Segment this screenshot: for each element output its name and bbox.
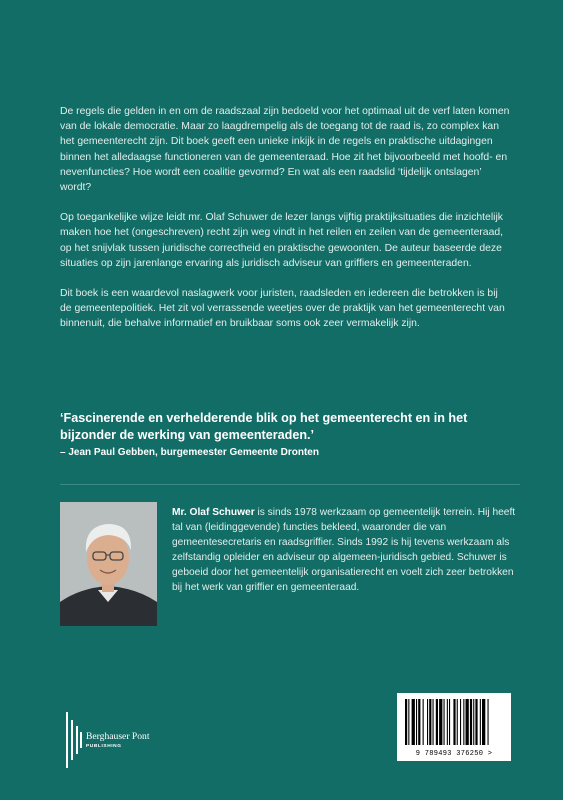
barcode-icon [397, 697, 511, 751]
barcode-digits: 9 789493 376250 > [415, 750, 493, 758]
author-bio-text: is sinds 1978 werkzaam op gemeentelijk terrein. Hij heeft tal van (leidinggevende) functies bekleed, waaronder die van gemeentesecretaris en raadsgriffier. Sinds 1992 is hij tevens werkzaam als zelfstandig opleider en adviseur op algemeen-juridisch gebied. Schuwer is geboeid door het gemeentelijk organisatierecht en voelt zich zeer betrokken bij het werk van griffier en gemeenteraad. [172, 507, 516, 593]
quote-attribution: – Jean Paul Gebben, burgemeester Gemeente Dronten [60, 447, 319, 458]
blurb-paragraph-3: Dit boek is een waardevol naslagwerk voor juristen, raadsleden en iedereen die betrokken is bij de gemeentepolitiek. Het zit vol verrassende weetjes over de praktijk van het gemeenterecht van binnenuit, die behalve informatief en bruikbaar soms ook zeer vermakelijk zijn. [60, 288, 505, 330]
publisher-sub: PUBLISHING [86, 744, 122, 749]
divider [60, 484, 520, 485]
blurb [60, 104, 510, 347]
author-name: Mr. Olaf Schuwer [172, 507, 255, 518]
author-portrait-icon [60, 502, 157, 626]
publisher-logo [64, 710, 194, 770]
isbn-barcode [397, 693, 511, 761]
review-quote: ‘Fascinerende en verhelderende blik op het gemeenterecht en in het bijzonder de werking van gemeenteraden.’ [60, 411, 468, 442]
blurb-paragraph-1: De regels die gelden in en om de raadszaal zijn bedoeld voor het optimaal uit de verf laten komen van de lokale democratie. Maar zo laagdrempelig als de toegang tot de raad is, zo complex kan het gemeenterecht zijn. Dit boek geeft een unieke inkijk in de regels en praktische uitdagingen binnen het alledaagse functioneren van de gemeenteraad. Hoe zit het bijvoorbeeld met hoofd- en nevenfuncties? Hoe wordt een coalitie gevormd? En wat als een raadslid ‘tijdelijk ontslagen’ wordt? [60, 106, 510, 194]
author-photo [60, 502, 157, 626]
author-bio [172, 505, 517, 595]
blurb-paragraph-2: Op toegankelijke wijze leidt mr. Olaf Schuwer de lezer langs vijftig praktijksituaties die inzichtelijk maken hoe het (ongeschreven) recht zijn weg vindt in het reilen en zeilen van de gemeenteraad, op het snijvlak tussen juridische correctheid en praktische gewoonten. De auteur baseerde deze situaties op zijn jarenlange ervaring als juridisch adviseur van griffiers en gemeenteraden. [60, 212, 504, 269]
publisher-name: Berghauser Pont [86, 731, 150, 742]
publisher-mark-icon [64, 712, 84, 768]
